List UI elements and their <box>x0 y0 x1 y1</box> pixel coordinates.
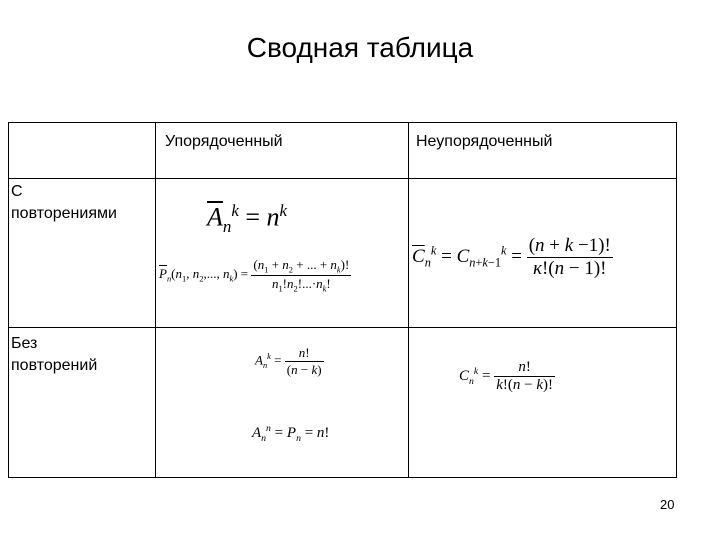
row-divider-1 <box>9 178 676 179</box>
formula-permutations-without-repetition: $A_n^n = P_n = n$! <box>252 423 330 444</box>
formula-permutations-with-repetition: $\overline{P}_n(n_1$, $n_2$,..., $n_k$) = $\frac{(n_1 + n_2 + ... + n_k)!}{n_1!n_2!...\cdot n_k!}$ <box>159 257 350 294</box>
row-divider-2 <box>9 327 676 328</box>
column-divider-1 <box>155 123 156 477</box>
row-label-with-repetition: С повторениями <box>11 183 117 222</box>
slide-title: Сводная таблица <box>246 32 474 63</box>
formula-combinations-without-repetition: $C_n^k$ = $\frac{n!}{k!(n - k)!}$ <box>459 359 553 393</box>
header-ordered: Упорядоченный <box>165 133 283 150</box>
header-unordered: Неупорядоченный <box>416 133 553 150</box>
row-label-without-repetition: Без повторений <box>11 335 98 374</box>
formula-combinations-with-repetition: $\overline{C}_n^k = C_{n+k-1}^k$ = $\frac{(n + k -1)!}{к!(n - 1)!}$ <box>412 235 611 279</box>
formula-arrangements-with-repetition: $\overline{A}_n^k = n^k$ <box>207 201 288 236</box>
formula-arrangements-without-repetition: $A_n^k$ = $\frac{n!}{(n - k)}$ <box>255 345 322 377</box>
summary-table <box>8 122 677 478</box>
page-number: 20 <box>660 497 675 512</box>
column-divider-2 <box>408 123 409 477</box>
